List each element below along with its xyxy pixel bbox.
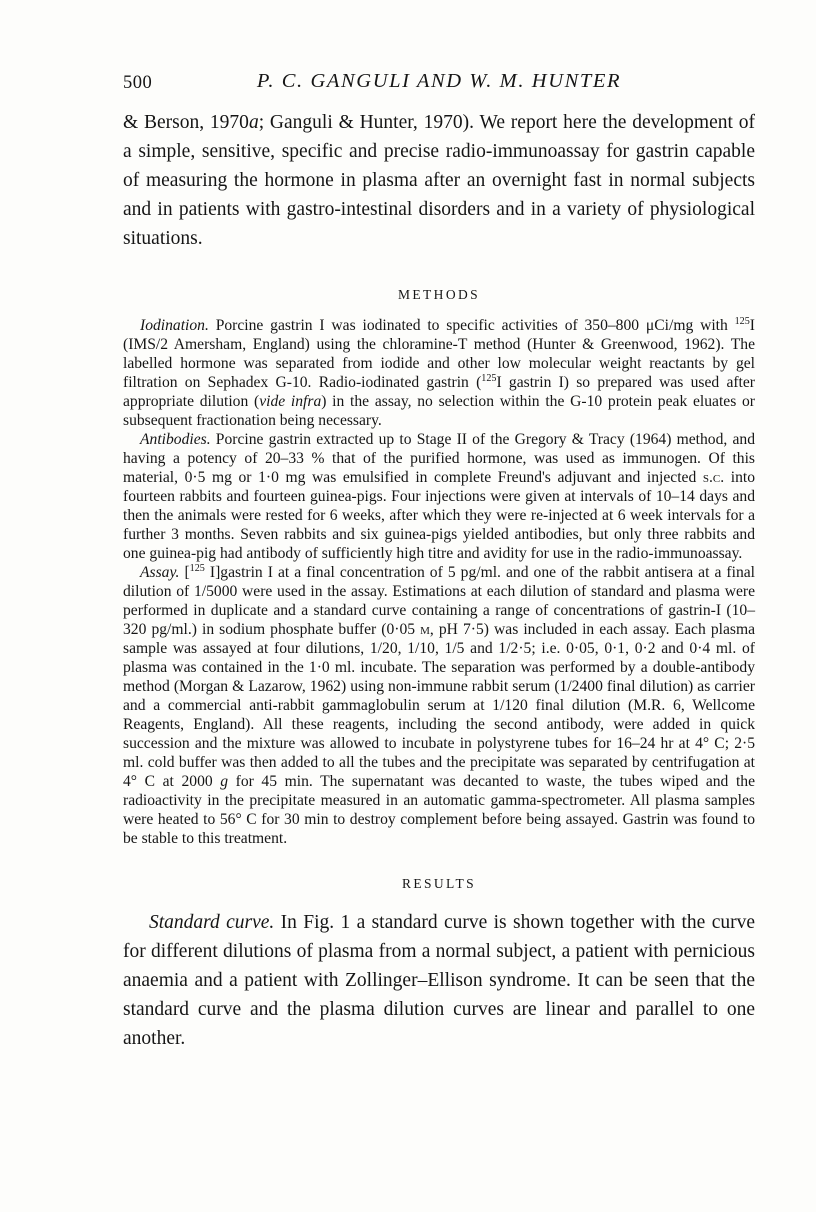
running-title: P. C. GANGULI AND W. M. HUNTER <box>256 70 622 92</box>
methods-paragraph-assay: Assay. [$^{125}$ I]gastrin I at a final concentration of 5 pg/ml. and one of the rabbit antisera at a final dilution of 1/5000 were used in the assay. Estimations at each dilution of standard and plasma were performed in duplicate and a standard curve containing a range of concentrations of gastrin-I (10–320 pg/ml.) in sodium phosphate buffer (0·05 m, pH 7·5) was included in each assay. Each plasma sample was assayed at four dilutions, 1/20, 1/10, 1/5 and 1/2·5; i.e. 0·05, 0·1, 0·2 and 0·4 ml. of plasma was contained in the 1·0 ml. incubate. The separation was performed by a double-antibody method (Morgan & Lazarow, 1962) using non-immune rabbit serum (1/2400 final dilution) as carrier and a commercial anti-rabbit gammaglobulin serum at 1/120 final dilution (M.R. 6, Wellcome Reagents, England). All these reagents, including the second antibody, were added in quick succession and the mixture was allowed to incubate in polystyrene tubes for 16–24 hr at 4° C; 2·5 ml. cold buffer was then added to all the tubes and the precipitate was separated by centrifugation at 4° C at 2000 g for 45 min. The supernatant was decanted to waste, the tubes wiped and the radioactivity in the precipitate measured in an automatic gamma-spectrometer. All plasma samples were heated to 56° C for 30 min to destroy complement before being assayed. Gastrin was found to be stable to this treatment. <box>123 562 756 847</box>
intro-paragraph: & Berson, 1970a; Ganguli & Hunter, 1970). We report here the development of a simple, sensitive, specific and precise radio-immunoassay for gastrin capable of measuring the hormone in plasma after an overnight fast in normal subjects and in patients with gastro-intestinal disorders and in a variety of physiological situations. <box>123 112 755 249</box>
methods-paragraph-iodination: Iodination. Porcine gastrin I was iodinated to specific activities of 350–800 μCi/mg with $^{125}$I (IMS/2 Amersham, England) using the chloramine-T method (Hunter & Greenwood, 1962). The labelled hormone was separated from iodide and other low molecular weight reactants by gel filtration on Sephadex G-10. Radio-iodinated gastrin ($^{125}$I gastrin I) so prepared was used after appropriate dilution (vide infra) in the assay, no selection within the G-10 protein peak eluates or subsequent fractionation being necessary. <box>123 315 755 429</box>
results-paragraph-standard-curve: Standard curve. In Fig. 1 a standard curve is shown together with the curve for different dilutions of plasma from a normal subject, a patient with pernicious anaemia and a patient with Zollinger–Ellison syndrome. It can be seen that the standard curve and the plasma dilution curves are linear and parallel to one another. <box>123 912 755 1049</box>
page-number: 500 <box>123 73 153 93</box>
results-heading: RESULTS <box>401 876 477 891</box>
methods-paragraph-antibodies: Antibodies. Porcine gastrin extracted up to Stage II of the Gregory & Tracy (1964) method, and having a potency of 20–33 % that of the purified hormone, was used as immunogen. Of this material, 0·5 mg or 1·0 mg was emulsified in complete Freund's adjuvant and injected s.c. into fourteen rabbits and fourteen guinea-pigs. Four injections were given at intervals of 10–14 days and then the animals were rested for 6 weeks, after which they were re-injected at 6 week intervals for a further 3 months. Seven rabbits and six guinea-pigs yielded antibodies, but only three rabbits and one guinea-pig had antibody of sufficiently high titre and avidity for use in the radio-immunoassay. <box>123 431 755 562</box>
methods-heading: METHODS <box>397 287 481 302</box>
page-header <box>123 70 755 98</box>
